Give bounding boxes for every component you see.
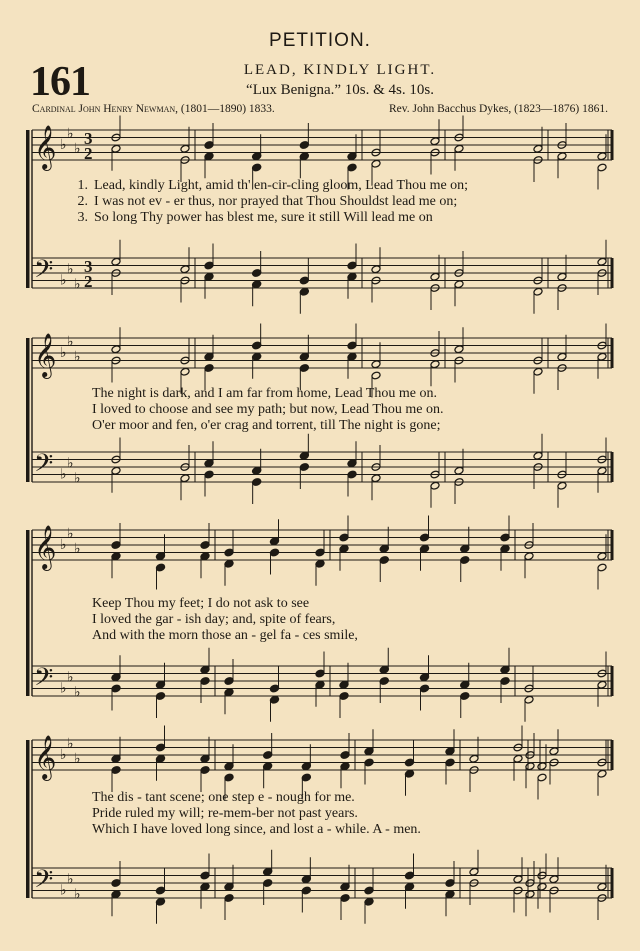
flat-icon: ♭ xyxy=(67,735,74,752)
flat-icon: ♭ xyxy=(74,540,81,557)
system-bracket-2 xyxy=(26,338,30,482)
section-title: PETITION. xyxy=(269,30,371,51)
flat-icon: ♭ xyxy=(60,882,67,899)
lyric-line xyxy=(92,806,358,822)
system-bracket-4 xyxy=(26,740,30,898)
treble-clef-icon: 𝄞 xyxy=(34,525,57,569)
flat-icon: ♭ xyxy=(60,345,67,361)
flat-icon: ♭ xyxy=(60,466,67,483)
lyric-text: And with the morn those an - gel fa - ces smile, xyxy=(92,628,358,643)
flat-icon: ♭ xyxy=(67,333,74,350)
lyric-line xyxy=(92,628,358,644)
time-signature-top: 3 xyxy=(84,129,93,148)
lyric-text: O'er moor and fen, o'er crag and torrent, till The night is gone; xyxy=(92,418,441,433)
tune-title: LEAD, KINDLY LIGHT. xyxy=(243,62,437,78)
treble-clef-icon: 𝄞 xyxy=(34,735,57,779)
lyric-line xyxy=(92,596,309,612)
flat-icon: ♭ xyxy=(60,747,67,763)
verse-number: 2. xyxy=(77,194,88,209)
time-signature-top: 3 xyxy=(84,257,93,276)
lyric-line xyxy=(70,210,433,226)
flat-icon: ♭ xyxy=(74,276,81,293)
lyric-line xyxy=(70,178,468,194)
lyric-text: Which I have loved long since, and lost a - while. A - men. xyxy=(92,822,421,837)
flat-icon: ♭ xyxy=(74,348,81,365)
flat-icon: ♭ xyxy=(60,537,67,553)
flat-icon: ♭ xyxy=(74,750,81,767)
treble-clef-icon: 𝄞 xyxy=(34,125,57,169)
flat-icon: ♭ xyxy=(60,137,67,153)
lyric-line xyxy=(92,402,443,418)
flat-icon: ♭ xyxy=(74,684,81,701)
flat-icon: ♭ xyxy=(74,886,81,903)
flat-icon: ♭ xyxy=(74,140,81,157)
lyric-text: Pride ruled my will; re-mem-ber not past years. xyxy=(92,806,358,821)
music-credit: Rev. John Bacchus Dykes, (1823—1876) 1861. xyxy=(388,103,608,115)
bass-clef-icon: 𝄢 xyxy=(34,865,54,900)
lyric-line xyxy=(92,612,335,628)
flat-icon: ♭ xyxy=(67,261,74,278)
bass-clef-icon: 𝄢 xyxy=(34,255,54,290)
lyric-line xyxy=(92,822,421,838)
tune-meter: “Lux Benigna.” 10s. & 4s. 10s. xyxy=(246,82,434,98)
lyric-text: Keep Thou my feet; I do not ask to see xyxy=(92,596,310,611)
words-credit: Cardinal John Henry Newman, (1801—1890) 1833. xyxy=(32,103,275,115)
lyric-line xyxy=(92,386,437,402)
lyric-text: I was not ev - er thus, nor prayed that Thou Shouldst lead me on; xyxy=(94,194,458,209)
lyric-text: I loved the gar - ish day; and, spite of fears, xyxy=(92,612,336,627)
system-bracket-1 xyxy=(26,130,30,288)
lyric-text: The night is dark, and I am far from home, Lead Thou me on. xyxy=(92,386,437,401)
lyric-text: The dis - tant scene; one step e - nough for me. xyxy=(92,790,355,805)
bass-clef-icon: 𝄢 xyxy=(34,449,54,484)
hymn-number: 161 xyxy=(30,59,90,105)
flat-icon: ♭ xyxy=(67,525,74,542)
treble-clef-icon: 𝄞 xyxy=(34,333,57,377)
flat-icon: ♭ xyxy=(60,680,67,697)
system-bracket-3 xyxy=(26,530,30,696)
flat-icon: ♭ xyxy=(67,669,74,686)
flat-icon: ♭ xyxy=(67,125,74,142)
flat-icon: ♭ xyxy=(67,871,74,888)
lyric-text: Lead, kindly Light, amid th' en-cir-cling gloom, Lead Thou me on; xyxy=(94,178,469,193)
lyric-line xyxy=(92,418,440,434)
flat-icon: ♭ xyxy=(67,455,74,472)
lyric-text: So long Thy power has blest me, sure it still Will lead me on xyxy=(94,210,433,225)
flat-icon: ♭ xyxy=(60,272,67,289)
lyric-line xyxy=(70,194,457,210)
verse-number: 1. xyxy=(77,178,88,193)
flat-icon: ♭ xyxy=(74,470,81,487)
bass-clef-icon: 𝄢 xyxy=(34,663,54,698)
time-signature-bottom: 2 xyxy=(84,272,93,291)
time-signature-bottom: 2 xyxy=(84,144,93,163)
verse-number: 3. xyxy=(77,210,88,225)
lyric-line xyxy=(92,790,355,806)
lyric-text: I loved to choose and see my path; but now, Lead Thou me on. xyxy=(92,402,444,417)
